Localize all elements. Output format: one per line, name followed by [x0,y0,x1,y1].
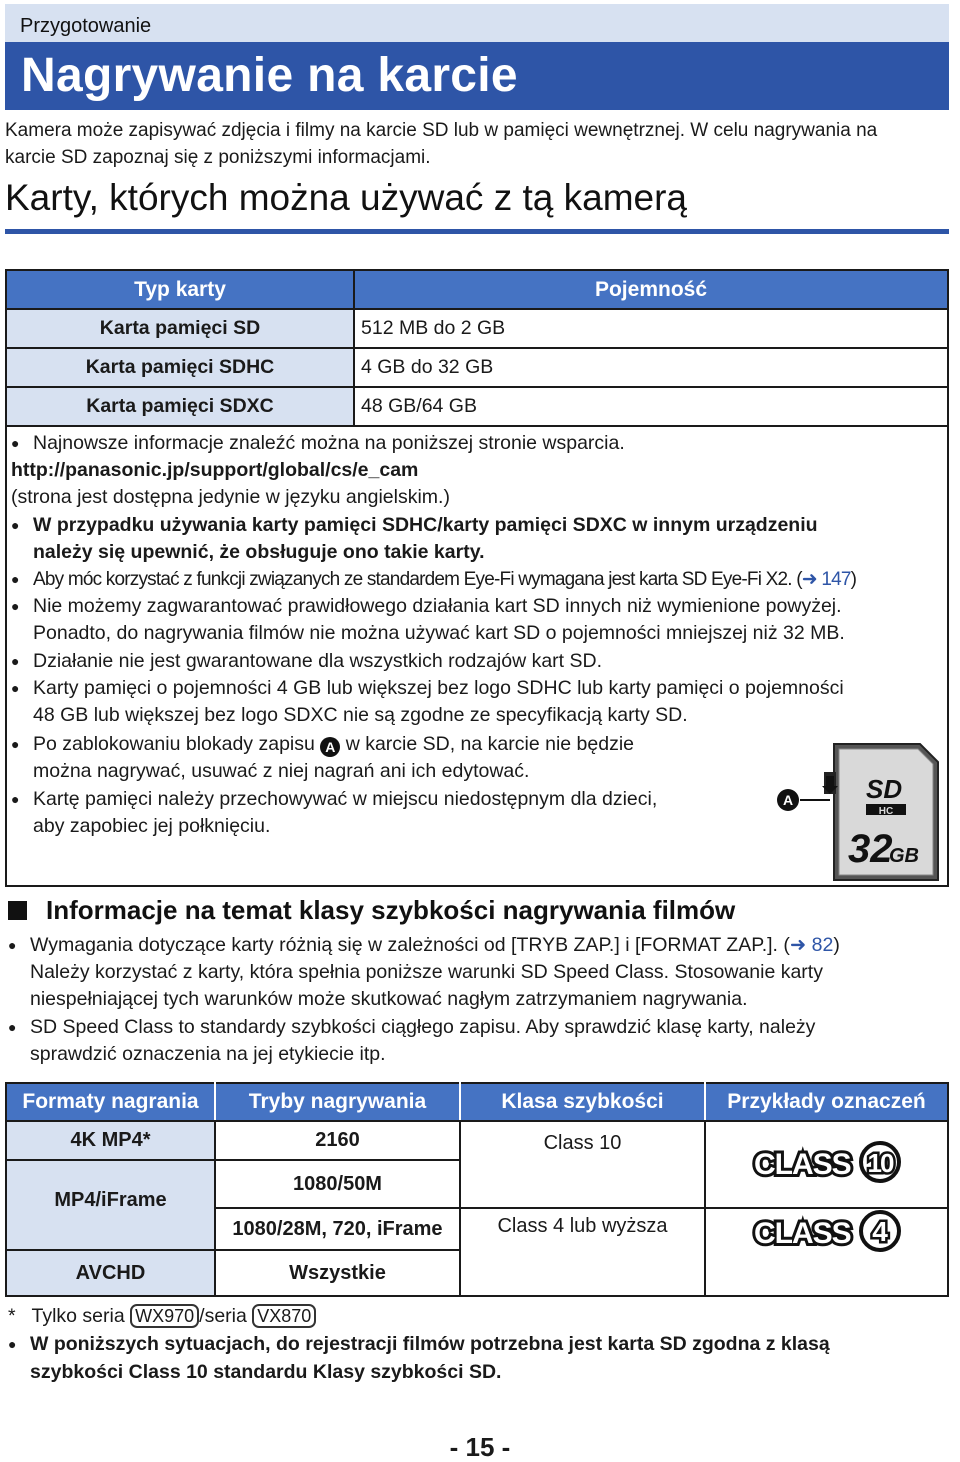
svg-text:CLASS: CLASS [753,1147,851,1181]
note-eyefi: ● Aby móc korzystać z funkcji związanych ze standardem Eye-Fi wymagana jest karta SD Eye-Fi X2. (➜ 147) [11,566,941,593]
class-cell: Class 10 [460,1121,705,1208]
mode-cell: 1080/28M, 720, iFrame [215,1208,460,1250]
card-capacity: 4 GB do 32 GB [354,348,948,387]
svg-text:10: 10 [867,1147,892,1178]
note-children: ● Kartę pamięci należy przechowywać w miejscu niedostępnym dla dzieci, aby zapobiec jej połknięciu. [11,786,941,840]
mode-cell: Wszystkie [215,1250,460,1296]
svg-text:CLASS: CLASS [753,1217,851,1250]
model-tag: WX970 [130,1304,199,1328]
format-cell: MP4/iFrame [6,1160,215,1250]
card-types-table [5,269,949,427]
table-row [6,309,948,348]
page-ref-link[interactable]: ➜ 147 [801,569,851,591]
page-header [5,4,949,110]
model-tag: VX870 [252,1304,316,1328]
note-write-protect: ● Po zablokowaniu blokady zapisu A w karcie SD, na karcie nie będzie można nagrywać, usuwać z niej nagrań ani ich edytować. [11,731,941,785]
note-support: ● Najnowsze informacje znaleźć można na poniższej stronie wsparcia. [11,430,941,457]
card-type: Karta pamięci SD [6,309,354,348]
page-ref-link[interactable]: ➜ 82 [789,934,834,956]
note-compatibility: ● Nie możemy zagwarantować prawidłowego działania kart SD innych niż wymienione powyżej. Ponadto, do nagrywania filmów nie można używać kart SD o pojemności mniejszej niż 32 MB. [11,593,941,647]
card-capacity: 512 MB do 2 GB [354,309,948,348]
note-logo: ● Karty pamięci o pojemności 4 GB lub większej bez logo SDHC lub karty pamięci o pojemności 48 GB lub większej bez logo SDXC nie są zgodne ze specyfikacją karty SD. [11,675,941,729]
sd-card-marker: A [782,792,794,808]
column-header-examples: Przykłady oznaczeń [705,1083,948,1121]
svg-text:SD: SD [866,774,903,804]
mode-cell: 2160 [215,1121,460,1160]
table-row [6,1121,948,1160]
card-type: Karta pamięci SDXC [6,387,354,426]
url-note: (strona jest dostępna jedynie w języku angielskim.) [11,486,450,509]
note-speed-class: ● SD Speed Class to standardy szybkości ciągłego zapisu. Aby sprawdzić klasę karty, należy sprawdzić oznaczenia na jej etykiecie itp. [8,1014,938,1068]
section-divider [5,229,949,234]
speed-class-notes [8,932,938,1068]
table-row [6,348,948,387]
page-title: Nagrywanie na karcie [5,42,949,110]
support-url[interactable]: http://panasonic.jp/support/global/cs/e_cam [11,459,419,482]
column-header-type: Typ karty [6,270,354,309]
class10-logo [705,1121,948,1208]
format-cell: AVCHD [6,1250,215,1296]
page-number: - 15 - [449,1432,511,1462]
class-cell: Class 4 lub wyższa [460,1208,705,1296]
class4-logo [705,1208,948,1296]
sd-card-illustration [772,738,942,886]
class4-logo-icon [752,1209,902,1253]
table-row [6,387,948,426]
svg-text:4: 4 [871,1216,888,1247]
class10-logo-icon [752,1140,902,1184]
svg-text:HC: HC [878,806,894,817]
format-cell: 4K MP4* [6,1121,215,1160]
card-type: Karta pamięci SDHC [6,348,354,387]
column-header-class: Klasa szybkości [460,1083,705,1121]
note-sdhc-sdxc: ● W przypadku używania karty pamięci SDHC/karty pamięci SDXC w innym urządzeniu należy się upewnić, że obsługuje ono takie karty. [11,512,941,566]
note-guarantee: ● Działanie nie jest gwarantowane dla wszystkich rodzajów kart SD. [11,648,941,675]
column-header-format: Formaty nagrania [6,1083,215,1121]
sd-card-capacity: 32 [848,827,893,871]
column-header-mode: Tryby nagrywania [215,1083,460,1121]
square-bullet-icon [8,901,27,920]
footnotes [8,1302,938,1386]
marker-a-icon: A [320,737,340,757]
speed-class-table [5,1082,949,1297]
mode-cell: 1080/50M [215,1160,460,1208]
speed-class-heading: Informacje na temat klasy szybkości nagrywania filmów [8,895,735,926]
footnote-models: * Tylko seria WX970 /seria VX870 [8,1302,938,1330]
sd-card-unit: GB [889,845,919,867]
sd-card-icon [772,738,942,886]
column-header-capacity: Pojemność [354,270,948,309]
note-class10-required: ● W poniższych sytuacjach, do rejestracji filmów potrzebna jest karta SD zgodna z klasą szybkości Class 10 standardu Klasy szybkości SD. [8,1330,938,1386]
note-requirements: ● Wymagania dotyczące karty różnią się w zależności od [TRYB ZAP.] i [FORMAT ZAP.]. (➜ 82) Należy korzystać z karty, która spełnia poniższe warunki SD Speed Class. Stosowanie karty niespełniającej tych warunków może skutkować nagłym zatrzymaniem nagrywania. [8,932,938,1014]
card-capacity: 48 GB/64 GB [354,387,948,426]
chapter-label: Przygotowanie [5,4,949,42]
section-title: Karty, których można używać z tą kamerą [5,177,687,218]
intro-text: Kamera może zapisywać zdjęcia i filmy na karcie SD lub w pamięci wewnętrznej. W celu nagrywania na karcie SD zapoznaj się z poniższymi informacjami. [5,120,878,168]
